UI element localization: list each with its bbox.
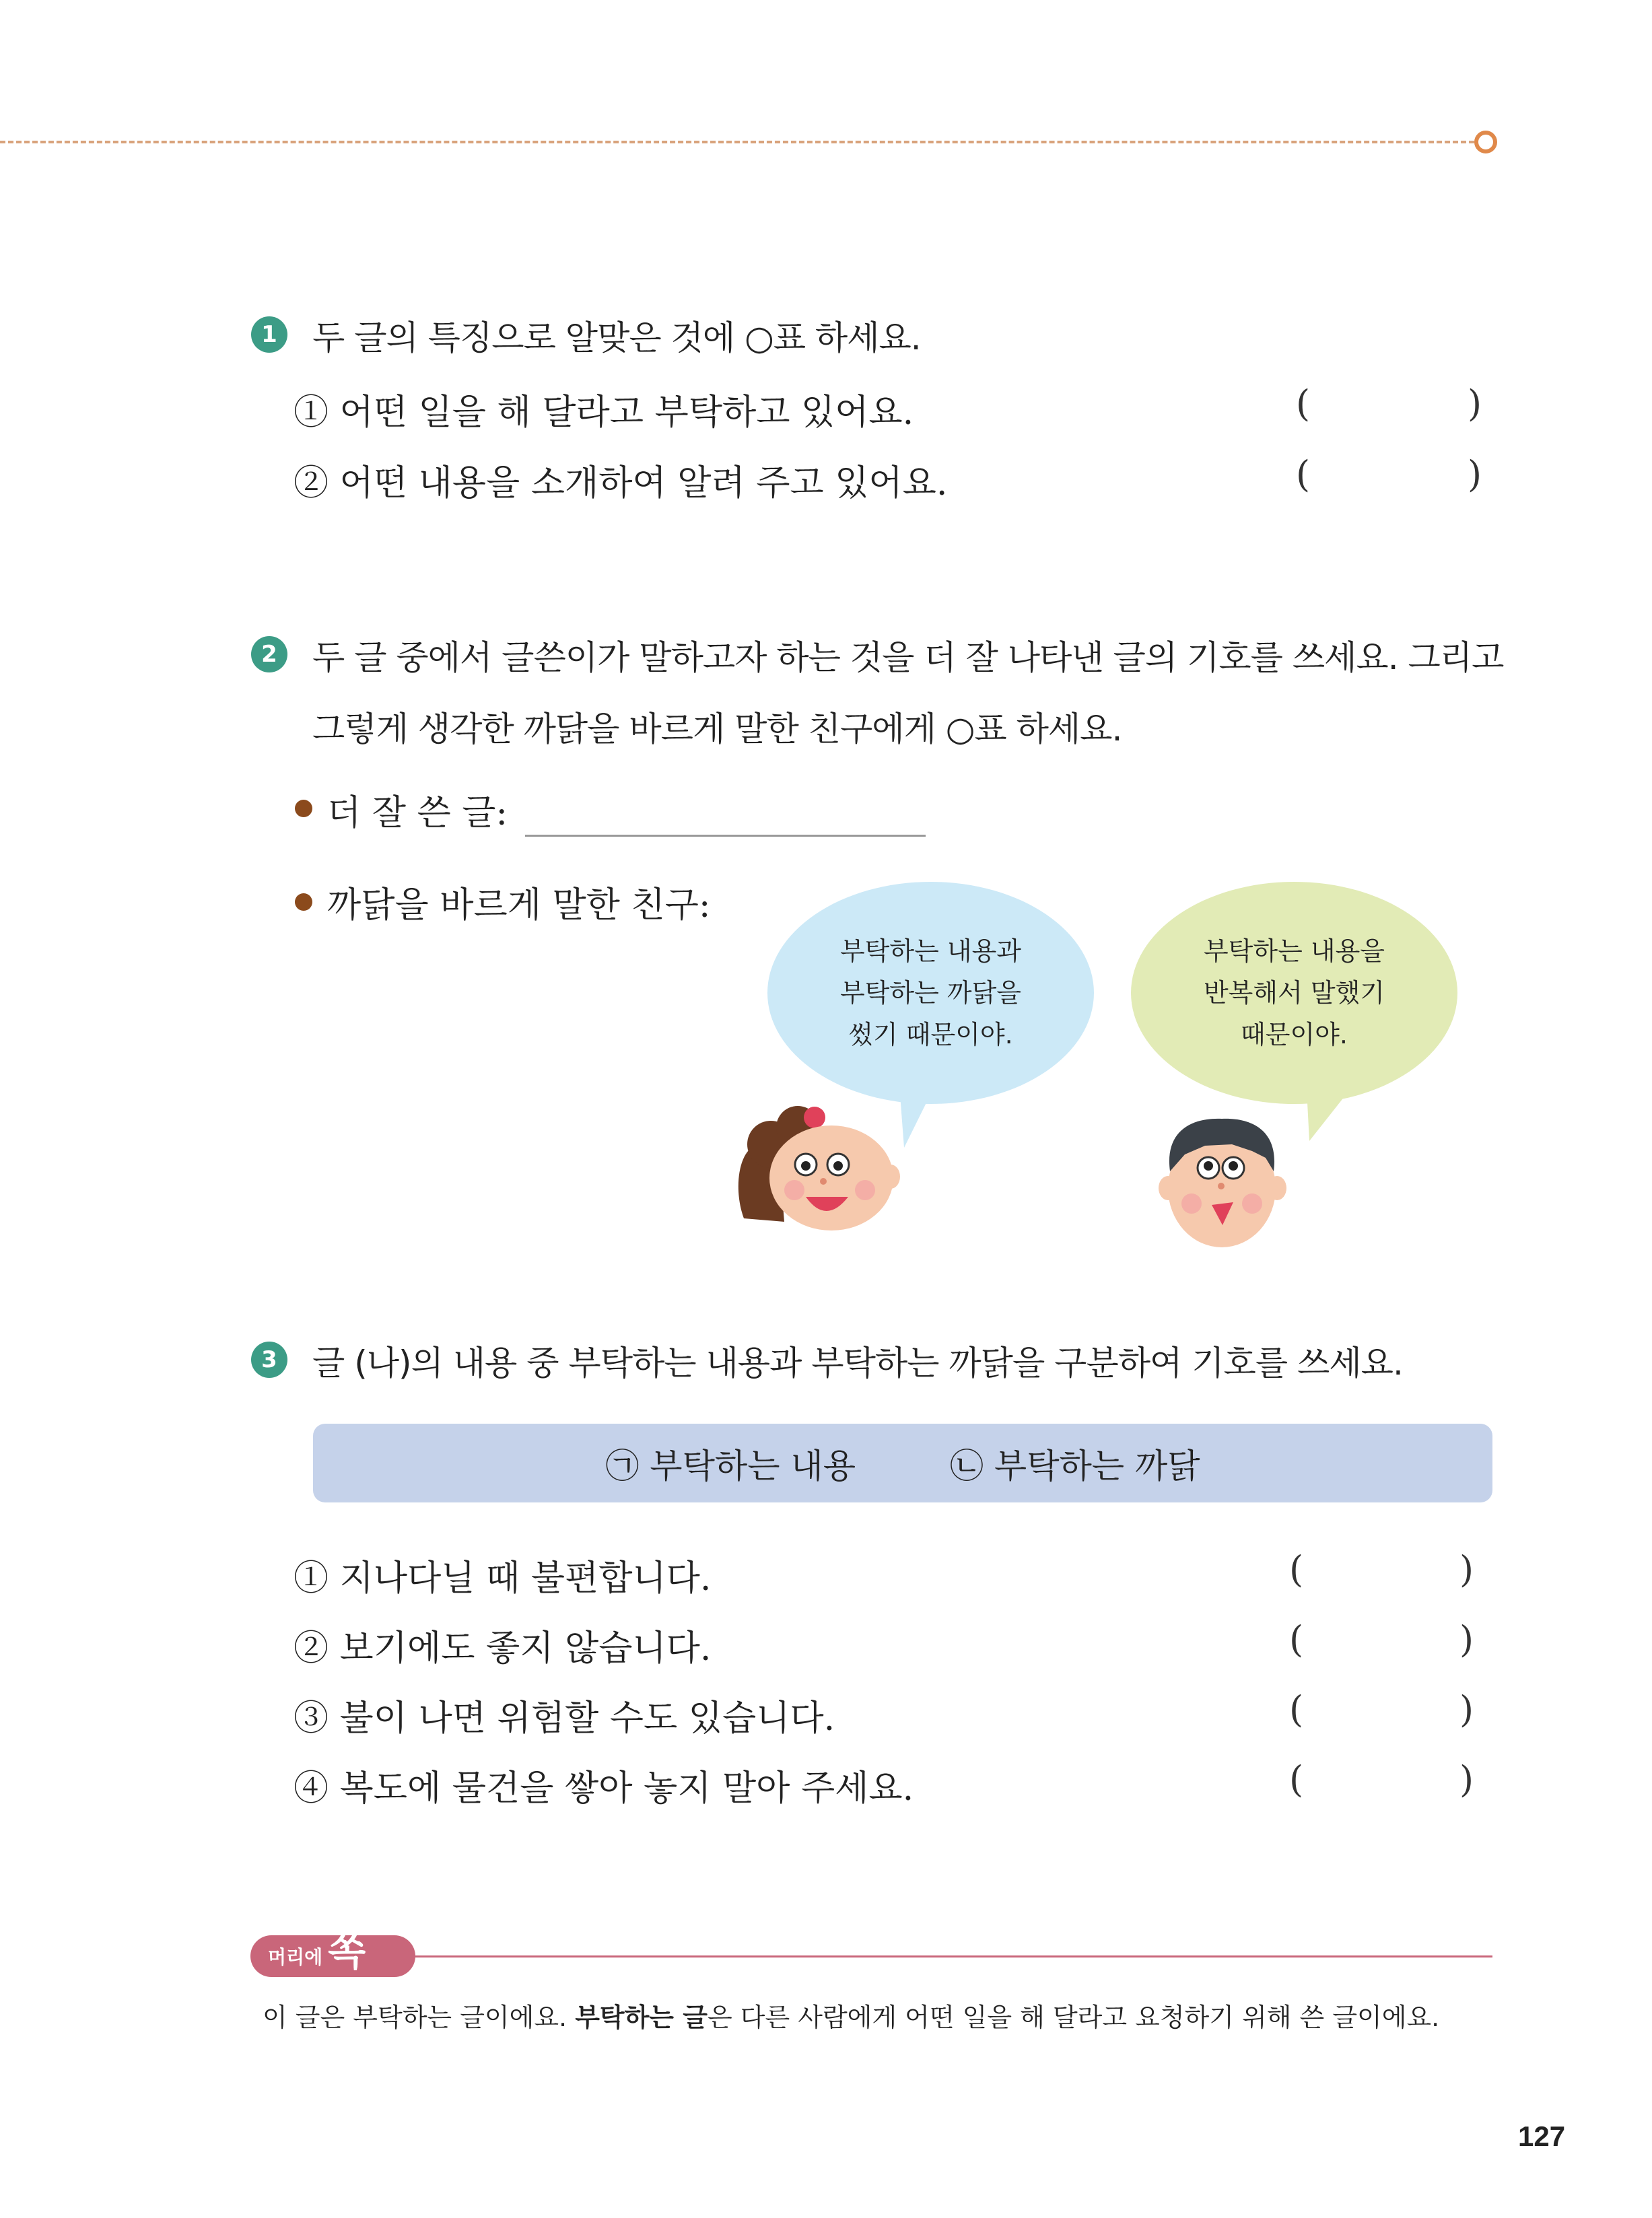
q3-number: 3: [261, 1346, 277, 1373]
q3-item-2-answer-blank[interactable]: [1316, 1620, 1451, 1663]
q3-item-3-answer-blank[interactable]: [1316, 1690, 1451, 1733]
boy-bubble-line-1: 부탁하는 내용을: [1203, 936, 1385, 966]
boy-character-icon: [1151, 1104, 1299, 1252]
q2-number-badge: [251, 636, 287, 672]
q2-reason-label: 까닭을 바르게 말한 친구:: [327, 885, 711, 926]
boy-bubble-line-2: 반복해서 말했기: [1203, 978, 1385, 1008]
q3-item-1-paren-close: ): [1459, 1548, 1474, 1591]
bullet-dot-icon: [295, 893, 312, 911]
girl-bubble-line-2: 부탁하는 까닭을: [839, 978, 1022, 1008]
top-dashed-rule: [0, 141, 1474, 143]
speech-bubble-boy[interactable]: [1131, 882, 1457, 1104]
q3-item-2-paren-close: ): [1459, 1618, 1474, 1661]
speech-bubble-girl[interactable]: [767, 882, 1094, 1104]
q1-item-2: ② 어떤 내용을 소개하여 알려 주고 있어요.: [294, 463, 948, 504]
q3-prompt: 글 (나)의 내용 중 부탁하는 내용과 부탁하는 까닭을 구분하여 기호를 쓰세요.: [312, 1344, 1403, 1383]
q3-item-2-paren-open: (: [1289, 1618, 1304, 1661]
boy-bubble-line-3: 때문이야.: [1241, 1020, 1348, 1049]
q1-item-2-paren-open: (: [1296, 453, 1311, 495]
tip-divider-line: [404, 1955, 1492, 1957]
q1-item-1-paren-open: (: [1296, 382, 1311, 425]
q2-better-label: 더 잘 쓴 글:: [327, 793, 508, 833]
tip-text: [263, 1997, 1439, 2034]
q1-item-2-paren-close: ): [1468, 453, 1482, 495]
q3-item-3-paren-close: ): [1459, 1688, 1474, 1731]
tip-text-bold: 부탁하는 글: [575, 2003, 708, 2032]
girl-character-icon: [730, 1097, 905, 1232]
page-number: 127: [1518, 2120, 1566, 2152]
q3-item-4: ④ 복도에 물건을 쌓아 놓지 말아 주세요.: [294, 1768, 914, 1809]
q1-number: 1: [261, 321, 277, 348]
q1-number-badge: [251, 316, 287, 353]
q3-item-4-paren-close: ): [1459, 1758, 1474, 1801]
tip-text-post: 은 다른 사람에게 어떤 일을 해 달라고 요청하기 위해 쓴 글이에요.: [707, 2003, 1440, 2032]
q1-item-1-answer-blank[interactable]: [1323, 384, 1457, 427]
tip-text-pre: 이 글은 부탁하는 글이에요.: [263, 2003, 576, 2032]
q3-item-4-paren-open: (: [1289, 1758, 1304, 1801]
tip-badge-big: 쏙: [328, 1929, 366, 1974]
girl-bubble-line-1: 부탁하는 내용과: [839, 936, 1022, 966]
q1-prompt: 두 글의 특징으로 알맞은 것에 ○표 하세요.: [312, 318, 921, 357]
q3-item-3-paren-open: (: [1289, 1688, 1304, 1731]
q2-better-answer-line[interactable]: [525, 794, 926, 837]
q3-item-1-answer-blank[interactable]: [1316, 1550, 1451, 1593]
q1-item-1-paren-close: ): [1468, 382, 1482, 425]
q2-prompt-line1: 두 글 중에서 글쓴이가 말하고자 하는 것을 더 잘 나타낸 글의 기호를 쓰세요. 그리고: [312, 638, 1504, 677]
bullet-dot-icon: [295, 800, 312, 817]
q3-number-badge: [251, 1342, 287, 1378]
girl-bubble-line-3: 썼기 때문이야.: [848, 1020, 1013, 1049]
q3-choice-box: [313, 1424, 1492, 1502]
rule-end-circle-icon: [1474, 131, 1497, 153]
q2-prompt-line2: 그렇게 생각한 까닭을 바르게 말한 친구에게 ○표 하세요.: [312, 709, 1122, 749]
q3-item-1-paren-open: (: [1289, 1548, 1304, 1591]
q3-choice-a: ㉠ 부탁하는 내용: [605, 1446, 856, 1486]
q3-item-3: ③ 불이 나면 위험할 수도 있습니다.: [294, 1698, 835, 1739]
q1-item-1: ① 어떤 일을 해 달라고 부탁하고 있어요.: [294, 392, 914, 433]
q3-choice-b: ㉡ 부탁하는 까닭: [950, 1446, 1200, 1486]
q3-item-4-answer-blank[interactable]: [1316, 1760, 1451, 1803]
q3-item-1: ① 지나다닐 때 불편합니다.: [294, 1558, 712, 1599]
q1-item-2-answer-blank[interactable]: [1323, 454, 1457, 497]
tip-badge-small: 머리에: [268, 1946, 323, 1968]
tip-badge: [250, 1929, 415, 1977]
q2-number: 2: [261, 641, 277, 668]
q3-item-2: ② 보기에도 좋지 않습니다.: [294, 1628, 712, 1669]
